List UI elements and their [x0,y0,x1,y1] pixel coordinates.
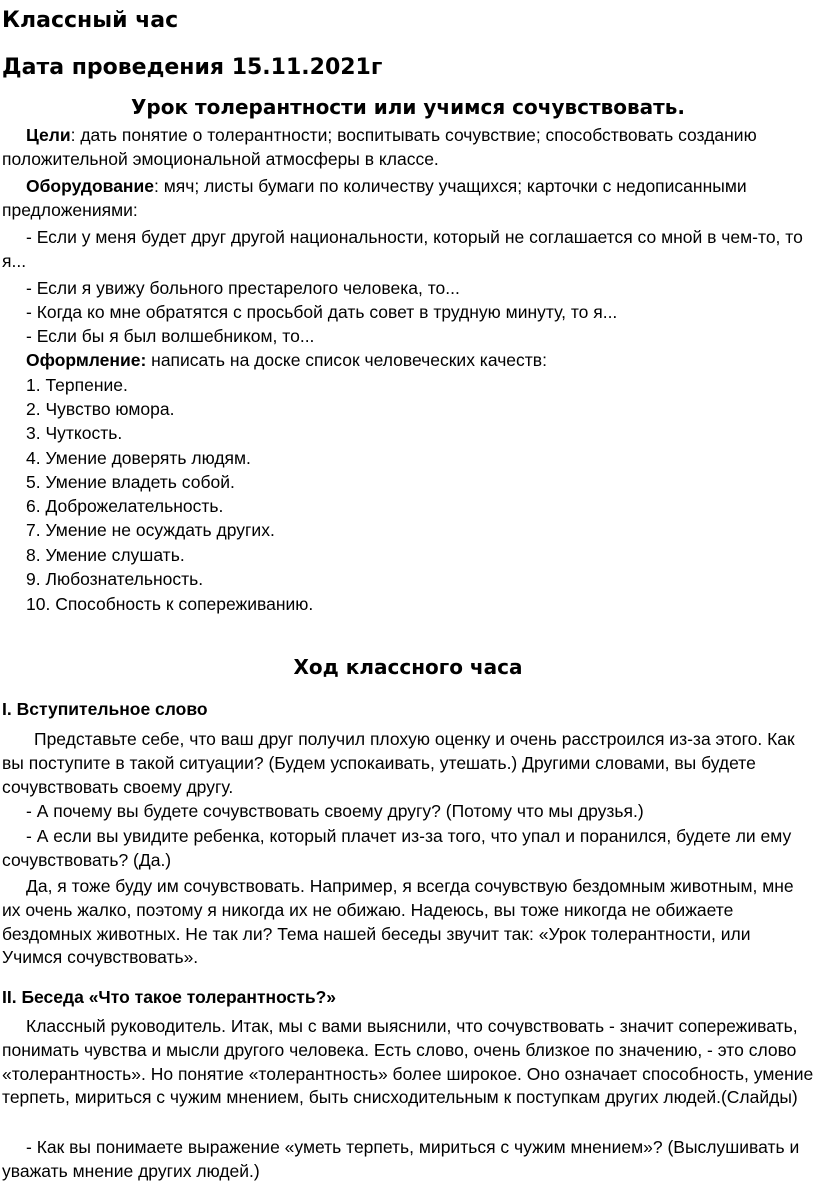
quality-item: 5. Умение владеть собой. [26,472,235,492]
lesson-title: Урок толерантности или учимся сочувствовать. [130,95,686,119]
card-item: - Когда ко мне обратятся с просьбой дать совет в трудную минуту, то я... [26,302,618,322]
card-item: - Если я увижу больного престарелого человека, то... [26,278,460,298]
equipment-paragraph [2,175,814,223]
quality-item: 9. Любознательность. [26,569,204,589]
card-item: - Если бы я был волшебником, то... [26,326,315,346]
section-1-paragraph: Да, я тоже буду им сочувствовать. Например, я всегда сочувствую бездомным животным, мне их очень жалко, поэтому я никогда их не обижаю. Надеюсь, вы тоже никогда не обижаете бездомных животных. Не так ли? Тема нашей беседы звучит так: «Урок толерантности, или Учимся сочувствовать». [2,876,794,968]
quality-item: 7. Умение не осуждать других. [26,520,275,540]
section-2-paragraph: Классный руководитель. Итак, мы с вами выяснили, что сочувствовать - значит сопереживать, понимать чувства и мысли другого человека. Есть слово, очень близкое по значению, - это слово «толерантность». Но понятие «толерантность» более широкое. Оно означает способность, умение терпеть, мириться с чужим мнением, быть снисходительным к поступкам других людей.(Слайды) [2,1016,814,1108]
equipment-text: : мяч; листы бумаги по количеству учащихся; карточки с недописанными предложениями: [2,176,747,220]
section-2-paragraph: - Как вы понимаете выражение «уметь терпеть, мириться с чужим мнением»? (Выслушивать и уважать мнение других людей.) [2,1137,800,1181]
goals-paragraph [2,124,814,172]
quality-item: 8. Умение слушать. [26,545,185,565]
quality-item: 3. Чуткость. [26,423,123,443]
quality-item: 4. Умение доверять людям. [26,448,251,468]
section-2-title: II. Беседа «Что такое толерантность?» [2,987,337,1007]
section-1-paragraph: - А если вы увидите ребенка, который плачет из-за того, что упал и поранился, будете ли ему сочувствовать? (Да.) [2,826,792,870]
quality-item: 2. Чувство юмора. [26,399,175,419]
quality-item: 10. Способность к сопереживанию. [26,594,314,614]
equipment-label: Оборудование [26,176,154,196]
section-1-paragraph: Представьте себе, что ваш друг получил плохую оценку и очень расстроился из-за этого. Как вы поступите в такой ситуации? (Будем успокаивать, утешать.) Другими словами, вы будете сочувствовать своему другу. [2,729,795,797]
page-title: Классный час [2,8,179,33]
section-1-title: I. Вступительное слово [2,699,208,719]
section-1-paragraph: - А почему вы будете сочувствовать своему другу? (Потому что мы друзья.) [26,801,644,821]
goals-label: Цели [26,125,71,145]
progress-title: Ход классного часа [293,655,523,679]
design-paragraph [26,348,547,372]
quality-item: 6. Доброжелательность. [26,496,224,516]
quality-item: 1. Терпение. [26,375,128,395]
card-item: - Если у меня будет друг другой национальности, который не соглашается со мной в чем-то, то я... [2,227,803,271]
design-text: написать на доске список человеческих качеств: [146,350,547,370]
design-label: Оформление: [26,350,147,370]
date-line: Дата проведения 15.11.2021г [2,55,383,80]
goals-text: : дать понятие о толерантности; воспитывать сочувствие; способствовать созданию положительной эмоциональной атмосферы в классе. [2,125,757,169]
